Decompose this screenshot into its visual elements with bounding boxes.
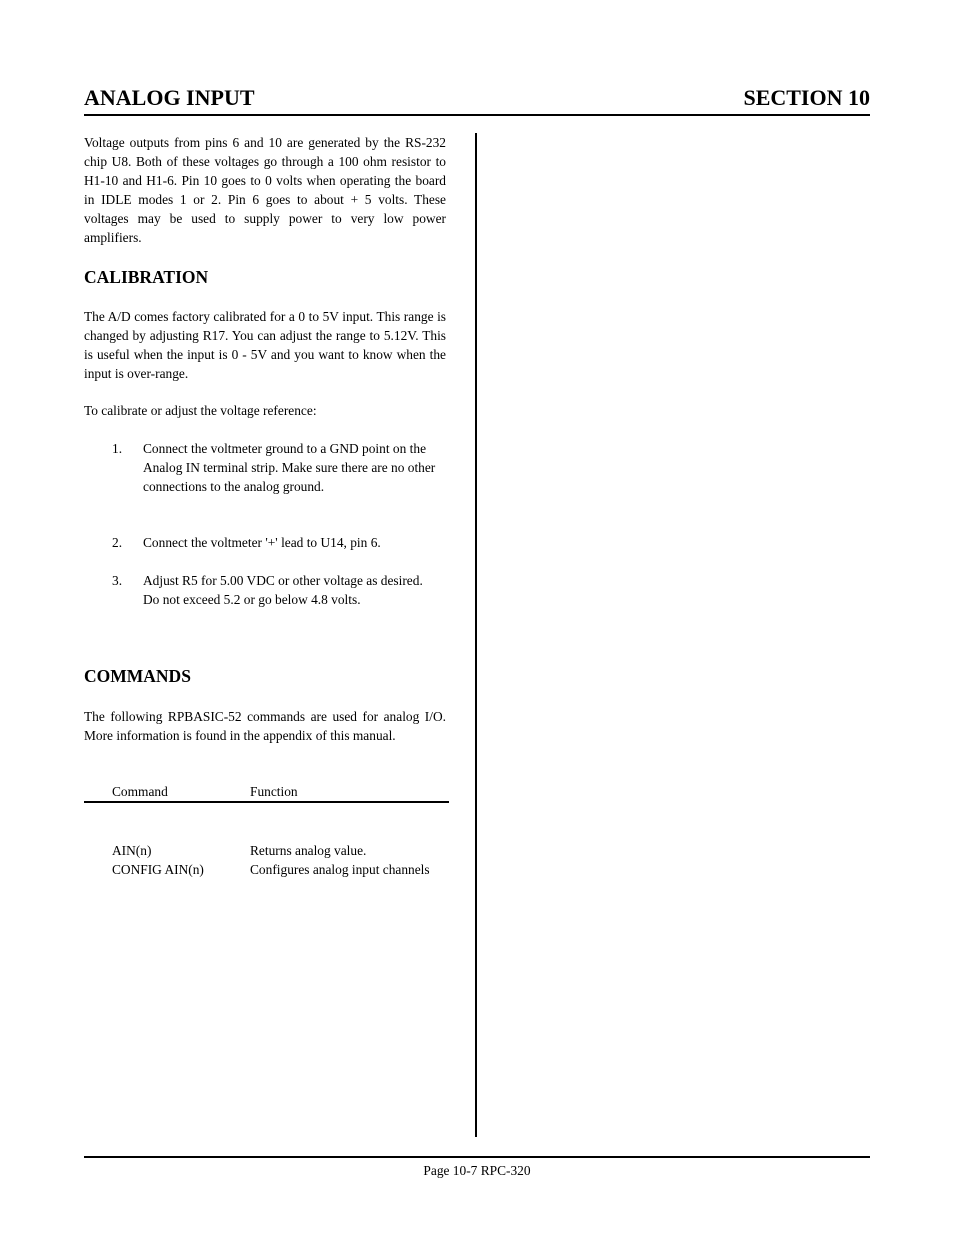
step-text: Connect the voltmeter ground to a GND point on the Analog IN terminal strip. Make sure there are no other connections to the analog ground. (143, 441, 436, 494)
step-number: 3. (112, 573, 123, 588)
page-footer (84, 1156, 870, 1178)
calibration-paragraph: The A/D comes factory calibrated for a 0 to 5V input. This range is changed by adjusting R17. You can adjust the range to 5.12V. This is useful when the input is 0 - 5V and you want to know when the input is over-range. (84, 309, 446, 381)
calibration-heading: CALIBRATION (84, 267, 209, 287)
command-cell: AIN(n) (112, 843, 152, 858)
calibration-block (84, 307, 446, 383)
command-cell: CONFIG AIN(n) (112, 862, 204, 877)
commands-table (84, 782, 449, 877)
commands-paragraph: The following RPBASIC-52 commands are used for analog I/O. More information is found in the appendix of this manual. (84, 709, 446, 743)
column-header-command: Command (112, 784, 168, 799)
commands-heading: COMMANDS (84, 666, 191, 686)
page-number: Page 10-7 RPC-320 (423, 1163, 531, 1178)
step-text: Connect the voltmeter '+' lead to U14, pin 6. (143, 535, 381, 550)
table-header (84, 782, 449, 803)
column-header-function: Function (250, 784, 298, 799)
function-cell: Returns analog value. (250, 843, 367, 858)
page-header (84, 84, 870, 116)
step-number: 1. (112, 441, 123, 456)
section-number: SECTION 10 (743, 85, 870, 110)
intro-paragraph: Voltage outputs from pins 6 and 10 are generated by the RS-232 chip U8. Both of these voltages go through a 100 ohm resistor to H1-10 and H1-6. Pin 10 goes to 0 volts when operating the board in IDLE modes 1 or 2. Pin 6 goes to about + 5 volts. These voltages may be used to supply power to very low power amplifiers. (84, 135, 446, 245)
column-divider (475, 133, 477, 1137)
intro-block (84, 133, 446, 247)
function-cell: Configures analog input channels (250, 862, 430, 877)
calibration-intro-line (84, 401, 446, 420)
commands-block (84, 707, 446, 745)
section-title: ANALOG INPUT (84, 85, 255, 110)
calibration-instruction: To calibrate or adjust the voltage reference: (84, 403, 317, 418)
step-number: 2. (112, 535, 123, 550)
step-text: Adjust R5 for 5.00 VDC or other voltage as desired. Do not exceed 5.2 or go below 4.8 volts. (143, 573, 423, 607)
